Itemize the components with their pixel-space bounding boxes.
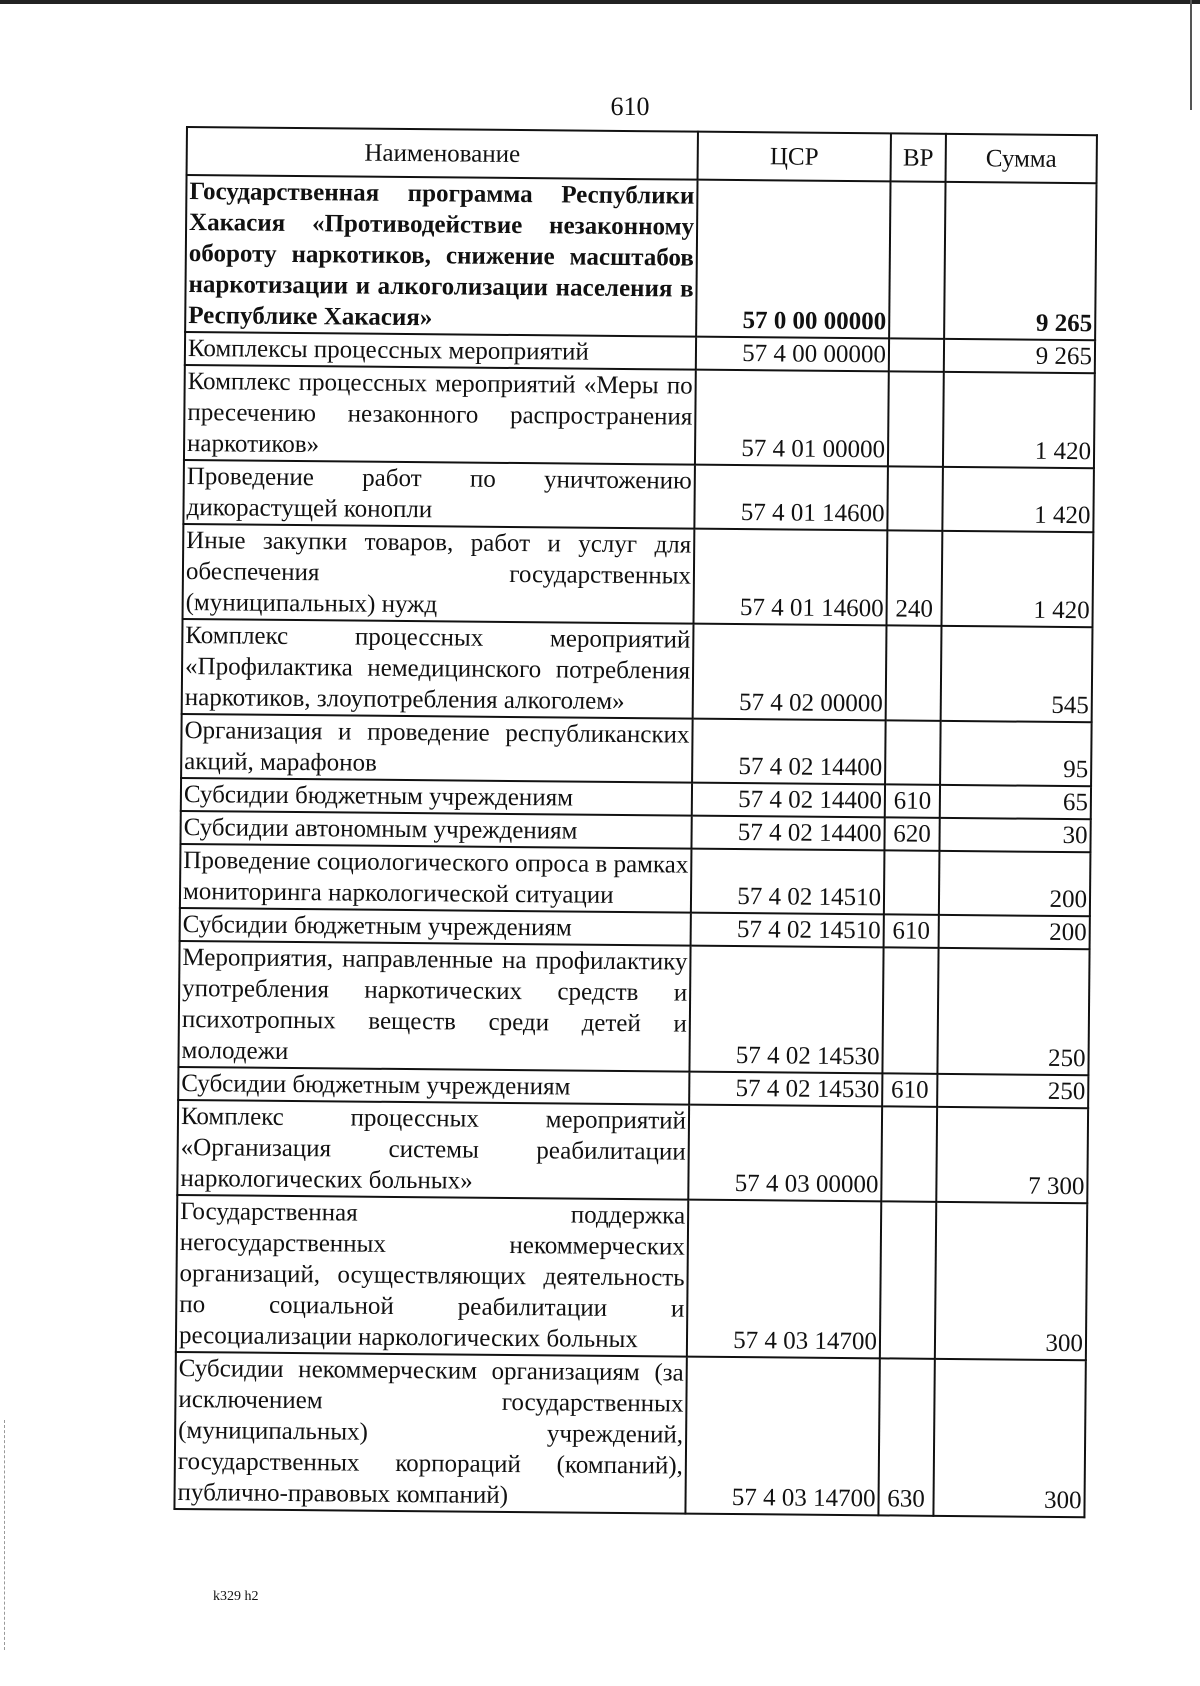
header-vr: ВР bbox=[891, 133, 946, 181]
table-row bbox=[183, 524, 1094, 627]
row-sum: 250 bbox=[937, 948, 1089, 1075]
row-name: Комплексы процессных мероприятий bbox=[185, 332, 696, 370]
row-vr-code bbox=[889, 181, 945, 338]
row-sum: 300 bbox=[935, 1202, 1087, 1360]
row-name: Государственная программа Республики Хакасия «Противодействие незаконному обороту наркотиков, снижение масштабов наркотизации и алкоголизации населения в Республике Хакасия» bbox=[185, 175, 697, 337]
row-csr-code: 57 4 03 14700 bbox=[685, 1357, 879, 1516]
scan-left-edge bbox=[4, 1420, 6, 1650]
row-name: Субсидии автономным учреждениям bbox=[180, 811, 691, 849]
row-vr-code bbox=[889, 338, 944, 371]
row-vr-code bbox=[887, 466, 943, 530]
row-sum: 30 bbox=[939, 818, 1090, 852]
row-sum: 9 265 bbox=[944, 339, 1095, 373]
row-csr-code: 57 4 01 14600 bbox=[694, 465, 888, 531]
row-csr-code: 57 4 02 14400 bbox=[692, 719, 886, 785]
header-csr: ЦСР bbox=[698, 132, 891, 182]
row-sum: 9 265 bbox=[944, 182, 1096, 340]
row-sum: 250 bbox=[937, 1074, 1088, 1108]
row-vr-code bbox=[881, 1106, 937, 1201]
row-csr-code: 57 4 02 14510 bbox=[691, 849, 885, 915]
row-name: Комплекс процессных мероприятий «Организация системы реабилитации наркологических больных» bbox=[177, 1100, 689, 1200]
row-csr-code: 57 4 00 00000 bbox=[696, 337, 889, 372]
row-csr-code: 57 4 02 14510 bbox=[691, 913, 884, 948]
page-number: 610 bbox=[610, 92, 650, 121]
row-name: Проведение работ по уничтожению дикорастущей конопли bbox=[183, 460, 695, 529]
table-row bbox=[177, 1100, 1088, 1203]
header-sum: Сумма bbox=[946, 134, 1097, 183]
scan-right-edge bbox=[1190, 0, 1192, 110]
row-name: Мероприятия, направленные на профилактику употребления наркотических средств и психотропных веществ среди детей и молодежи bbox=[178, 941, 690, 1072]
row-csr-code: 57 4 03 14700 bbox=[687, 1200, 881, 1359]
row-sum: 1 420 bbox=[943, 372, 1095, 468]
table-row bbox=[180, 844, 1091, 916]
row-sum: 200 bbox=[939, 851, 1091, 916]
table-row bbox=[174, 1352, 1085, 1517]
row-csr-code: 57 4 02 00000 bbox=[693, 624, 887, 721]
row-sum: 1 420 bbox=[941, 531, 1093, 627]
row-vr-code: 610 bbox=[884, 914, 939, 947]
row-csr-code: 57 4 03 00000 bbox=[688, 1105, 882, 1202]
row-sum: 200 bbox=[939, 915, 1090, 949]
table-row bbox=[181, 714, 1092, 786]
table-row bbox=[183, 460, 1094, 532]
row-name: Комплекс процессных мероприятий «Меры по пресечению незаконного распространения наркотиков» bbox=[184, 365, 696, 465]
row-vr-code bbox=[880, 1201, 936, 1358]
row-vr-code: 620 bbox=[884, 817, 939, 850]
row-vr-code: 610 bbox=[885, 784, 940, 817]
row-csr-code: 57 4 01 14600 bbox=[694, 529, 888, 626]
row-vr-code: 630 bbox=[878, 1358, 934, 1515]
table-body bbox=[174, 175, 1096, 1517]
row-vr-code bbox=[886, 625, 942, 720]
row-csr-code: 57 4 02 14530 bbox=[689, 946, 883, 1074]
row-name: Иные закупки товаров, работ и услуг для обеспечения государственных (муниципальных) нужд bbox=[183, 524, 695, 624]
row-name: Проведение социологического опроса в рамках мониторинга наркологической ситуации bbox=[180, 844, 692, 913]
row-vr-code: 240 bbox=[886, 530, 942, 625]
table-row bbox=[182, 619, 1093, 722]
row-name: Комплекс процессных мероприятий «Профилактика немедицинского потребления наркотиков, злоупотребления алкоголем» bbox=[182, 619, 694, 719]
row-csr-code: 57 4 02 14400 bbox=[691, 816, 884, 851]
table-row bbox=[184, 365, 1095, 468]
header-name: Наименование bbox=[187, 127, 698, 180]
row-sum: 1 420 bbox=[942, 467, 1094, 532]
table-row bbox=[185, 175, 1096, 340]
row-sum: 95 bbox=[940, 721, 1092, 786]
row-sum: 300 bbox=[933, 1359, 1085, 1517]
row-vr-code bbox=[882, 947, 938, 1073]
row-csr-code: 57 4 02 14400 bbox=[692, 783, 885, 818]
row-csr-code: 57 0 00 00000 bbox=[696, 180, 890, 339]
table-header-row bbox=[187, 127, 1097, 183]
row-name: Субсидии бюджетным учреждениям bbox=[181, 778, 692, 816]
row-name: Субсидии бюджетным учреждениям bbox=[178, 1067, 689, 1105]
row-vr-code bbox=[885, 720, 941, 784]
scan-top-edge bbox=[0, 0, 1200, 4]
footer-code: k329 h2 bbox=[213, 1589, 259, 1604]
row-vr-code bbox=[888, 371, 944, 466]
row-name: Субсидии бюджетным учреждениям bbox=[180, 908, 691, 946]
row-vr-code: 610 bbox=[882, 1073, 937, 1106]
row-name: Государственная поддержка негосударственных некоммерческих организаций, осуществляющих деятельность по социальной реабилитации и ресоциализации наркологических больных bbox=[176, 1195, 688, 1357]
row-sum: 545 bbox=[941, 626, 1093, 722]
budget-table bbox=[173, 126, 1098, 1518]
row-vr-code bbox=[884, 850, 940, 914]
row-sum: 7 300 bbox=[936, 1107, 1088, 1203]
table-row bbox=[178, 941, 1089, 1075]
row-csr-code: 57 4 01 00000 bbox=[695, 370, 889, 467]
row-csr-code: 57 4 02 14530 bbox=[689, 1072, 882, 1107]
row-name: Субсидии некоммерческим организациям (за исключением государственных (муниципальных) учреждений, государственных корпораций (компаний), публично-правовых компаний) bbox=[174, 1352, 686, 1514]
row-name: Организация и проведение республиканских акций, марафонов bbox=[181, 714, 693, 783]
table-row bbox=[176, 1195, 1087, 1360]
row-sum: 65 bbox=[940, 785, 1091, 819]
